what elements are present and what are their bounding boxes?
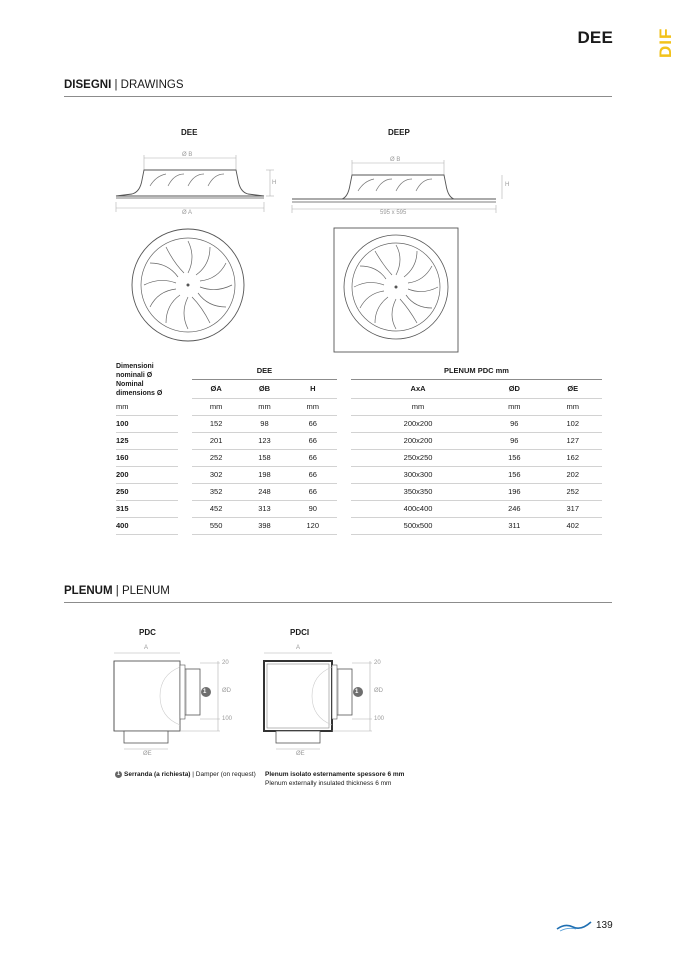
dee-side-view (110, 150, 280, 220)
table-cell: 313 (240, 500, 288, 517)
pdci-drawing (258, 645, 388, 760)
pdci-badge: 1 (355, 689, 359, 695)
table-row (116, 466, 602, 483)
table-row (116, 449, 602, 466)
table-cell: 125 (116, 432, 178, 449)
table-cell: 66 (289, 432, 337, 449)
deep-dim-b: Ø B (390, 157, 401, 163)
column-header: ØE (543, 380, 602, 398)
table-cell: 90 (289, 500, 337, 517)
insulation-note-en: Plenum externally insulated thickness 6 mm (265, 780, 392, 787)
deep-top-view (333, 227, 459, 353)
column-header: ØA (192, 380, 240, 398)
table-row (116, 483, 602, 500)
table-cell: 158 (240, 449, 288, 466)
unit-cell: mm (192, 398, 240, 415)
table-cell: 317 (543, 500, 602, 517)
table-cell: 96 (485, 432, 543, 449)
damper-note-it: Serranda (a richiesta) (124, 771, 191, 778)
nominal-label-en: Nominal dimensions Ø (116, 381, 163, 397)
table-cell: 400c400 (351, 500, 485, 517)
dimensions-table (116, 362, 602, 535)
table-cell: 66 (289, 483, 337, 500)
table-cell: 66 (289, 415, 337, 432)
table-row (116, 432, 602, 449)
deep-dim-h: H (505, 182, 510, 188)
pdci-drawing-label: PDCI (290, 628, 310, 637)
table-cell: 352 (192, 483, 240, 500)
unit-cell: mm (289, 398, 337, 415)
table-cell: 246 (485, 500, 543, 517)
pdci-dim-e: ØE (296, 751, 305, 757)
table-cell: 96 (485, 415, 543, 432)
pdci-dim-a: A (296, 645, 301, 651)
table-cell: 400 (116, 517, 178, 534)
table-cell: 162 (543, 449, 602, 466)
dee-drawing-label: DEE (181, 128, 198, 137)
insulation-note (265, 770, 404, 788)
pdc-dim-a: A (144, 645, 149, 651)
damper-badge: 1 (116, 770, 121, 777)
table-cell: 156 (485, 449, 543, 466)
table-cell: 402 (543, 517, 602, 534)
table-cell: 500x500 (351, 517, 485, 534)
table-cell: 66 (289, 449, 337, 466)
column-header: AxA (351, 380, 485, 398)
table-cell: 250 (116, 483, 178, 500)
pdci-dim-20: 20 (374, 660, 381, 666)
table-row (116, 415, 602, 432)
section-tab-label: DIF (656, 27, 675, 58)
section-tab (650, 0, 678, 72)
table-cell: 123 (240, 432, 288, 449)
deep-dim-box: 595 x 595 (380, 210, 407, 216)
table-cell: 198 (240, 466, 288, 483)
dee-group-header: DEE (192, 362, 337, 380)
table-cell: 550 (192, 517, 240, 534)
table-cell: 248 (240, 483, 288, 500)
pdc-drawing (108, 645, 238, 760)
table-cell: 350x350 (351, 483, 485, 500)
drawings-title (64, 79, 184, 91)
table-units-row (116, 398, 602, 415)
drawings-divider (64, 96, 612, 97)
table-cell: 160 (116, 449, 178, 466)
dee-top-view (130, 227, 246, 343)
page-number: 139 (596, 920, 613, 931)
column-header: ØB (240, 380, 288, 398)
table-cell: 200 (116, 466, 178, 483)
table-cell: 302 (192, 466, 240, 483)
table-column-header-row (116, 380, 602, 398)
plenum-title-en: | PLENUM (112, 585, 170, 597)
table-cell: 250x250 (351, 449, 485, 466)
nominal-label-it: Dimensioni nominali Ø (116, 363, 154, 379)
brand-wave-icon (556, 920, 592, 932)
pdci-dim-d: ØD (374, 688, 383, 694)
table-cell: 252 (543, 483, 602, 500)
plenum-title (64, 585, 170, 597)
table-cell: 252 (192, 449, 240, 466)
table-cell: 156 (485, 466, 543, 483)
damper-note-en: | Damper (on request) (190, 771, 256, 778)
table-cell: 315 (116, 500, 178, 517)
table-cell: 200x200 (351, 415, 485, 432)
dee-dim-a: Ø A (182, 210, 193, 216)
table-cell: 201 (192, 432, 240, 449)
table-row (116, 500, 602, 517)
table-row (116, 517, 602, 534)
plenum-group-header: PLENUM PDC mm (351, 362, 602, 380)
deep-drawing-label: DEEP (388, 128, 410, 137)
table-cell: 398 (240, 517, 288, 534)
pdc-dim-100: 100 (222, 716, 233, 722)
unit-cell: mm (240, 398, 288, 415)
pdci-dim-100: 100 (374, 716, 385, 722)
pdc-dim-e: ØE (143, 751, 152, 757)
plenum-divider (64, 602, 612, 603)
product-code: DEE (577, 28, 613, 47)
table-cell: 196 (485, 483, 543, 500)
unit-cell: mm (485, 398, 543, 415)
table-cell: 200x200 (351, 432, 485, 449)
dee-dim-b: Ø B (182, 152, 193, 158)
table-cell: 152 (192, 415, 240, 432)
drawings-title-it: DISEGNI (64, 79, 112, 91)
unit-cell: mm (351, 398, 485, 415)
insulation-note-it: Plenum isolato esternamente spessore 6 mm (265, 771, 405, 778)
plenum-title-it: PLENUM (64, 585, 113, 597)
deep-side-view (290, 155, 505, 215)
table-cell: 102 (543, 415, 602, 432)
damper-note (115, 770, 256, 779)
column-header: ØD (485, 380, 543, 398)
table-cell: 311 (485, 517, 543, 534)
table-cell: 120 (289, 517, 337, 534)
unit-cell: mm (543, 398, 602, 415)
table-cell: 66 (289, 466, 337, 483)
pdc-badge: 1 (203, 689, 207, 695)
table-cell: 452 (192, 500, 240, 517)
table-cell: 98 (240, 415, 288, 432)
drawings-title-en: | DRAWINGS (111, 79, 184, 91)
table-cell: 300x300 (351, 466, 485, 483)
table-cell: 127 (543, 432, 602, 449)
pdc-dim-d: ØD (222, 688, 231, 694)
table-cell: 202 (543, 466, 602, 483)
dee-dim-h: H (272, 180, 277, 186)
pdc-dim-20: 20 (222, 660, 229, 666)
pdc-drawing-label: PDC (139, 628, 156, 637)
nominal-dimensions-header (116, 362, 178, 398)
column-header: H (289, 380, 337, 398)
unit-cell: mm (116, 398, 178, 415)
table-cell: 100 (116, 415, 178, 432)
table-group-header-row (116, 362, 602, 380)
